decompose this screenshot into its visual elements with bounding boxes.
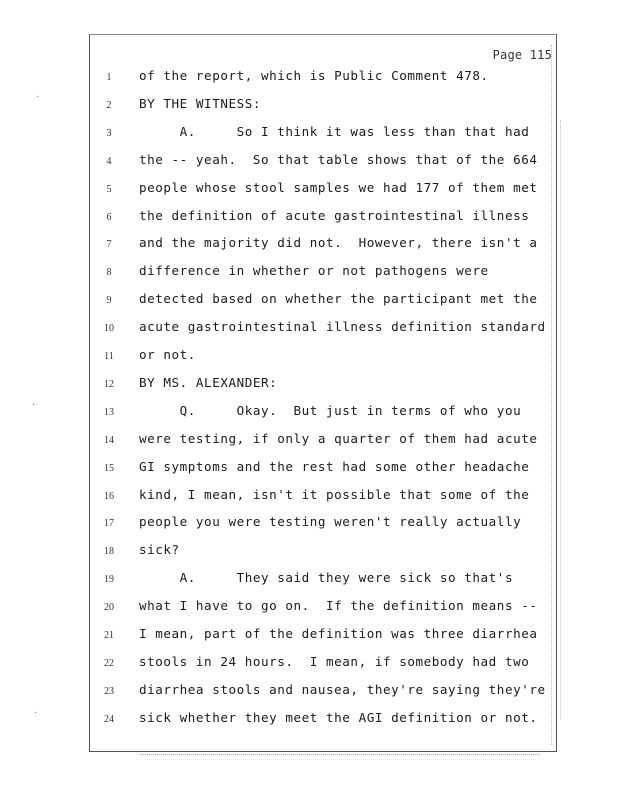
line-text: A. So I think it was less than that had [139, 123, 530, 139]
transcript-line [0, 459, 618, 479]
line-number: 9 [106, 295, 112, 307]
line-number: 13 [104, 406, 114, 418]
line-text: were testing, if only a quarter of them had acute [139, 430, 538, 446]
line-number: 8 [106, 267, 112, 279]
line-number: 2 [106, 99, 112, 111]
line-text: and the majority did not. However, there isn't a [139, 235, 538, 251]
line-text: people whose stool samples we had 177 of them met [139, 179, 538, 195]
line-number: 14 [104, 434, 114, 446]
line-number: 24 [104, 713, 114, 725]
line-text: GI symptoms and the rest had some other headache [139, 458, 530, 474]
line-text: difference in whether or not pathogens were [139, 263, 489, 279]
transcript-line [0, 319, 618, 339]
transcript-line [0, 682, 618, 702]
line-text: detected based on whether the participant met the [139, 291, 538, 307]
line-text: or not. [139, 347, 196, 362]
line-text: stools in 24 hours. I mean, if somebody had two [139, 653, 530, 669]
transcript-line [0, 542, 618, 562]
line-text: the definition of acute gastrointestinal illness [139, 207, 530, 223]
line-number: 11 [104, 351, 114, 362]
transcript-line [0, 68, 618, 88]
line-text: of the report, which is Public Comment 478. [139, 68, 489, 83]
transcript-line [0, 291, 618, 311]
line-number: 10 [104, 323, 114, 335]
line-number: 3 [106, 127, 112, 139]
line-number: 21 [104, 630, 114, 641]
line-text: A. They said they were sick so that's [139, 570, 514, 586]
transcript-line [0, 263, 618, 283]
transcript-line [0, 208, 618, 228]
line-text: Q. Okay. But just in terms of who you [139, 402, 522, 418]
transcript-line [0, 235, 618, 255]
line-text: I mean, part of the definition was three diarrhea [139, 626, 538, 641]
line-number: 6 [106, 211, 112, 223]
page-number: Page 115 [492, 48, 552, 62]
transcript-line [0, 654, 618, 674]
line-number: 5 [106, 183, 112, 195]
line-number: 12 [104, 378, 114, 390]
transcript-line [0, 710, 618, 730]
line-number: 17 [104, 518, 114, 530]
line-text: the -- yeah. So that table shows that of the 664 [139, 151, 538, 167]
line-number: 23 [104, 685, 114, 697]
transcript-line [0, 626, 618, 646]
line-text: BY THE WITNESS: [139, 95, 261, 111]
transcript-line [0, 180, 618, 200]
transcript-line [0, 487, 618, 507]
line-number: 19 [104, 574, 114, 586]
line-number: 16 [104, 490, 114, 502]
line-number: 4 [106, 155, 112, 167]
line-text: sick whether they meet the AGI definition or not. [139, 709, 538, 725]
transcript-line [0, 431, 618, 451]
scan-footer-rule [140, 754, 540, 755]
transcript-line [0, 514, 618, 534]
line-number: 15 [104, 462, 114, 474]
line-text: what I have to go on. If the definition means -- [139, 598, 538, 614]
margin-mark: · [36, 92, 40, 103]
line-text: people you were testing weren't really actually [139, 514, 522, 530]
transcript-line [0, 403, 618, 423]
line-text: kind, I mean, isn't it possible that some of the [139, 486, 530, 502]
line-number: 1 [106, 72, 112, 83]
margin-mark: · [34, 708, 38, 719]
line-text: sick? [139, 542, 180, 558]
transcript-line [0, 598, 618, 618]
line-text: diarrhea stools and nausea, they're saying they're [139, 681, 546, 697]
transcript-line [0, 347, 618, 367]
line-text: acute gastrointestinal illness definition standard [139, 319, 546, 335]
margin-mark: · [32, 400, 36, 411]
transcript-line [0, 124, 618, 144]
line-number: 18 [104, 546, 114, 558]
line-number: 7 [106, 239, 112, 251]
transcript-line [0, 96, 618, 116]
line-number: 22 [104, 657, 114, 669]
transcript-line [0, 570, 618, 590]
transcript-line [0, 375, 618, 395]
transcript-line [0, 152, 618, 172]
line-text: BY MS. ALEXANDER: [139, 374, 278, 390]
line-number: 20 [104, 602, 114, 614]
